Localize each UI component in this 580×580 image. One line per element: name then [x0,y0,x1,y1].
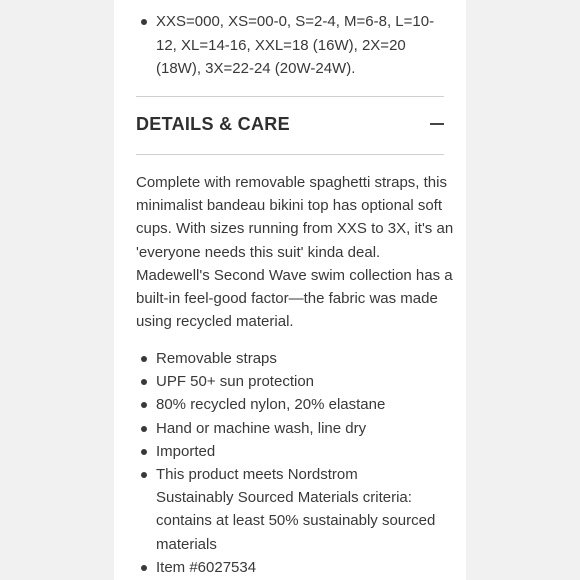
list-item: Removable straps [136,347,436,370]
minus-icon[interactable] [430,123,444,125]
left-margin [0,0,114,580]
list-item: 80% recycled nylon, 20% elastane [136,393,436,416]
product-details-panel [114,0,466,580]
list-item: This product meets Nordstrom Sustainably Sourced Materials criteria: contains at least 50% sustainably sourced materials [136,463,436,556]
size-guide-item: XXS=000, XS=00-0, S=2-4, M=6-8, L=10-12, XL=14-16, XXL=18 (16W), 2X=20 (18W), 3X=22-24 (20W-24W). [136,10,436,81]
list-item: Item #6027534 [136,556,436,579]
list-item: Hand or machine wash, line dry [136,417,436,440]
list-item: Imported [136,440,436,463]
details-bullet-list [136,347,436,579]
size-guide-list [136,10,436,81]
details-care-toggle[interactable] [136,96,444,154]
product-description: Complete with removable spaghetti straps, this minimalist bandeau bikini top has optional soft cups. With sizes running from XXS to 3X, it's an 'everyone needs this suit' kinda deal. Madewell's Second Wave swim collection has a built-in feel-good factor—the fabric was made using recycled material. [136,174,454,331]
list-item: UPF 50+ sun protection [136,370,436,393]
divider-bottom [136,154,444,155]
section-title: DETAILS & CARE [136,114,290,134]
right-margin [466,0,580,580]
